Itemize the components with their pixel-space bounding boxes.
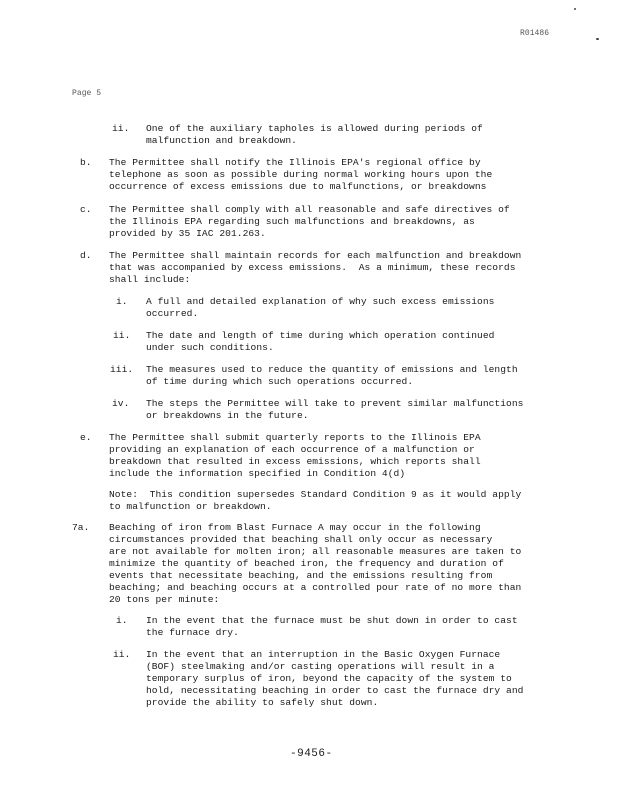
- document-id: R01486: [520, 29, 550, 38]
- item-line: under such conditions.: [146, 342, 274, 353]
- item-line: of time during which such operations occurred.: [146, 376, 414, 387]
- scan-speck: [596, 38, 599, 40]
- item-label: ii.: [113, 649, 131, 660]
- item-line: occurrence of excess emissions due to malfunctions, or breakdowns: [109, 181, 487, 192]
- item-line: In the event that the furnace must be shut down in order to cast: [146, 615, 518, 626]
- item-line: The Permittee shall comply with all reasonable and safe directives of: [109, 204, 510, 215]
- scan-speck: [574, 8, 576, 10]
- item-line: The measures used to reduce the quantity of emissions and length: [146, 364, 518, 375]
- page-number: -9456-: [290, 748, 333, 760]
- item-line: breakdown that resulted in excess emissions, which reports shall: [109, 456, 481, 467]
- item-line: occurred.: [146, 308, 199, 319]
- item-line: that was accompanied by excess emissions. As a minimum, these records: [109, 262, 516, 273]
- item-label: c.: [80, 204, 92, 215]
- item-line: telephone as soon as possible during normal working hours upon the: [109, 169, 493, 180]
- item-line: malfunction and breakdown.: [146, 135, 297, 146]
- item-line: (BOF) steelmaking and/or casting operations will result in a: [146, 661, 495, 672]
- item-label: ii.: [113, 330, 131, 341]
- item-label: d.: [80, 250, 92, 261]
- item-line: shall include:: [109, 274, 191, 285]
- item-line: or breakdowns in the future.: [146, 410, 309, 421]
- note-line: to malfunction or breakdown.: [109, 501, 272, 512]
- item-line: The date and length of time during which operation continued: [146, 330, 495, 341]
- item-line: beaching; and beaching occurs at a controlled pour rate of no more than: [109, 582, 522, 593]
- item-label: e.: [80, 432, 92, 443]
- item-line: Beaching of iron from Blast Furnace A may occur in the following: [109, 522, 481, 533]
- item-line: minimize the quantity of beached iron, the frequency and duration of: [109, 558, 504, 569]
- item-line: 20 tons per minute:: [109, 594, 220, 605]
- item-line: circumstances provided that beaching shall only occur as necessary: [109, 534, 493, 545]
- item-label: iv.: [112, 398, 130, 409]
- item-line: The steps the Permittee will take to prevent similar malfunctions: [146, 398, 524, 409]
- item-label: b.: [80, 157, 92, 168]
- item-line: The Permittee shall notify the Illinois EPA's regional office by: [109, 157, 481, 168]
- item-line: temporary surplus of iron, beyond the capacity of the system to: [146, 673, 512, 684]
- item-label: i.: [116, 296, 128, 307]
- item-line: provide the ability to safely shut down.: [146, 697, 379, 708]
- item-label: ii.: [112, 123, 130, 134]
- item-line: the Illinois EPA regarding such malfunctions and breakdowns, as: [109, 216, 475, 227]
- item-line: include the information specified in Condition 4(d): [109, 468, 406, 479]
- item-line: In the event that an interruption in the Basic Oxygen Furnace: [146, 649, 501, 660]
- item-line: the furnace dry.: [146, 627, 239, 638]
- item-label: i.: [116, 615, 128, 626]
- item-label: iii.: [110, 364, 134, 375]
- item-line: One of the auxiliary tapholes is allowed during periods of: [146, 123, 483, 134]
- item-line: are not available for molten iron; all reasonable measures are taken to: [109, 546, 522, 557]
- item-line: A full and detailed explanation of why such excess emissions: [146, 296, 495, 307]
- item-line: hold, necessitating beaching in order to cast the furnace dry and: [146, 685, 524, 696]
- page-label: Page 5: [72, 89, 102, 98]
- item-line: provided by 35 IAC 201.263.: [109, 228, 266, 239]
- item-line: The Permittee shall submit quarterly reports to the Illinois EPA: [109, 432, 481, 443]
- item-label: 7a.: [72, 522, 90, 533]
- item-line: providing an explanation of each occurrence of a malfunction or: [109, 444, 475, 455]
- item-line: events that necessitate beaching, and the emissions resulting from: [109, 570, 493, 581]
- note-line: Note: This condition supersedes Standard Condition 9 as it would apply: [109, 489, 522, 500]
- scan-noise-bottom: [0, 790, 618, 792]
- item-line: The Permittee shall maintain records for each malfunction and breakdown: [109, 250, 522, 261]
